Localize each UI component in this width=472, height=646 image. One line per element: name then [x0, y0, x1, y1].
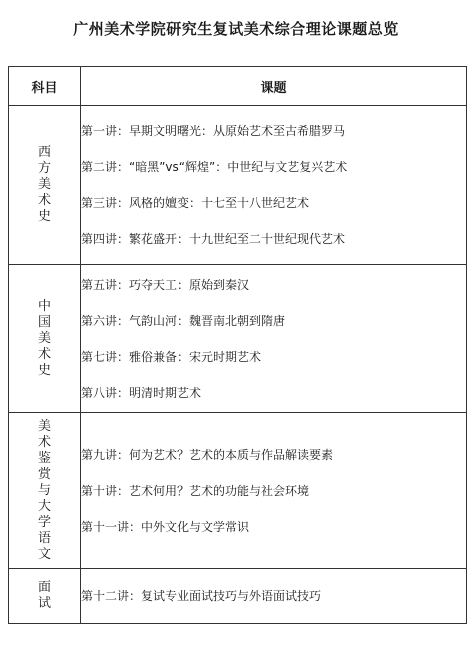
topics-cell — [81, 265, 467, 413]
topics-cell — [81, 106, 467, 265]
table-row — [9, 413, 467, 569]
subject-label: 西方美术史 — [37, 145, 51, 224]
table-row — [9, 265, 467, 413]
page-title: 广州美术学院研究生复试美术综合理论课题总览 — [73, 20, 399, 38]
topic-item: 第十二讲：复试专业面试技巧与外语面试技巧 — [81, 589, 322, 603]
subject-cell — [9, 413, 81, 569]
topic-item: 第一讲：早期文明曙光：从原始艺术至古希腊罗马 — [81, 124, 346, 138]
topic-item: 第七讲：雅俗兼备：宋元时期艺术 — [81, 349, 262, 364]
table-row — [9, 569, 467, 624]
subject-cell — [9, 569, 81, 624]
topic-item: 第三讲：风格的嬗变：十七至十八世纪艺术 — [81, 196, 310, 210]
topic-item: 第五讲：巧夺天工：原始到秦汉 — [81, 277, 250, 292]
topics-cell — [81, 569, 467, 624]
topic-item: 第九讲：何为艺术？艺术的本质与作品解读要素 — [81, 447, 334, 462]
topic-item: 第十一讲：中外文化与文学常识 — [81, 519, 250, 534]
table-row — [9, 106, 467, 265]
topic-item: 第二讲：“暗黑”vs“辉煌”：中世纪与文艺复兴艺术 — [81, 160, 348, 174]
subject-label: 中国美术史 — [37, 298, 51, 378]
table-header-row — [9, 67, 467, 106]
topics-column-header: 课题 — [81, 67, 467, 106]
topic-item: 第四讲：繁花盛开：十九世纪至二十世纪现代艺术 — [81, 232, 346, 246]
subject-label: 美术鉴赏与大学语文 — [37, 418, 51, 562]
topic-item: 第六讲：气韵山河：魏晋南北朝到隋唐 — [81, 313, 286, 328]
subject-cell — [9, 106, 81, 265]
topics-cell — [81, 413, 467, 569]
topic-item: 第十讲：艺术何用？艺术的功能与社会环境 — [81, 483, 310, 498]
subject-cell — [9, 265, 81, 413]
subject-label: 面试 — [37, 580, 51, 611]
topic-item: 第八讲：明清时期艺术 — [81, 385, 202, 400]
course-table — [8, 66, 467, 624]
subject-column-header: 科目 — [9, 67, 81, 106]
